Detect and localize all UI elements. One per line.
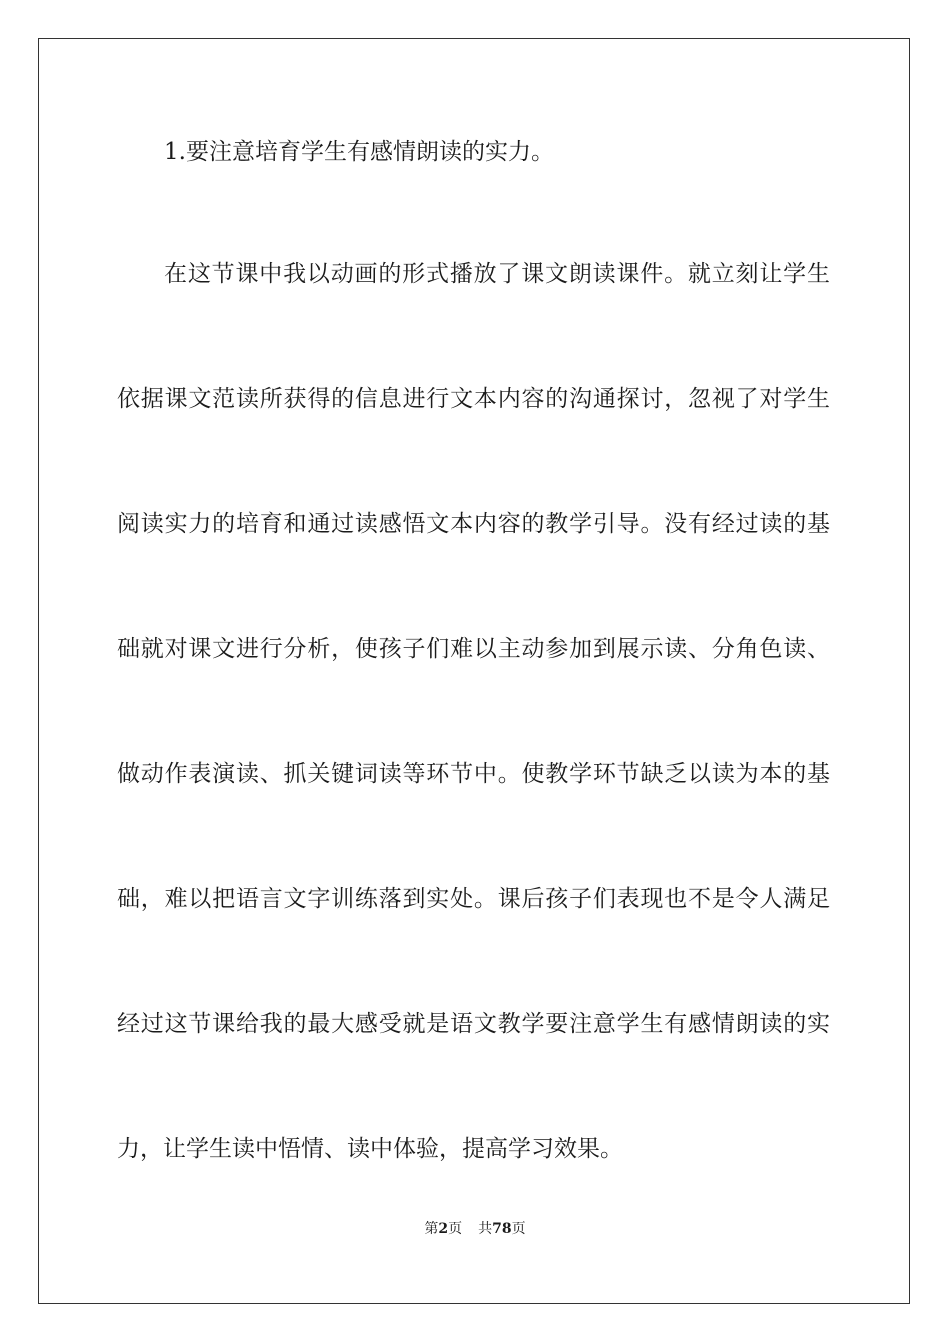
body-line-8: 力，让学生读中悟情、读中体验，提高学习效果。 (117, 1136, 623, 1162)
body-line-4: 础就对课文进行分析，使孩子们难以主动参加到展示读、分角色读、 (117, 636, 830, 662)
body-line-1: 在这节课中我以动画的形式播放了课文朗读课件。就立刻让学生 (164, 261, 830, 287)
body-line-5: 做动作表演读、抓关键词读等环节中。使教学环节缺乏以读为本的基 (117, 761, 830, 787)
page-suffix: 页 (448, 1221, 463, 1237)
total-suffix: 页 (511, 1221, 526, 1237)
heading-item: 1.要注意培育学生有感情朗读的实力。 (164, 139, 554, 165)
total-prefix: 共 (478, 1221, 493, 1237)
body-line-6: 础，难以把语言文字训练落到实处。课后孩子们表现也不是令人满足 (117, 886, 830, 912)
body-line-3: 阅读实力的培育和通过读感悟文本内容的教学引导。没有经过读的基 (117, 511, 830, 537)
total-pages: 78 (492, 1221, 512, 1237)
page-prefix: 第 (424, 1221, 439, 1237)
page-footer (0, 1220, 950, 1238)
page-border (38, 38, 910, 1304)
page-number: 2 (438, 1221, 449, 1237)
body-line-7: 经过这节课给我的最大感受就是语文教学要注意学生有感情朗读的实 (117, 1011, 830, 1037)
body-line-2: 依据课文范读所获得的信息进行文本内容的沟通探讨，忽视了对学生 (117, 386, 830, 412)
